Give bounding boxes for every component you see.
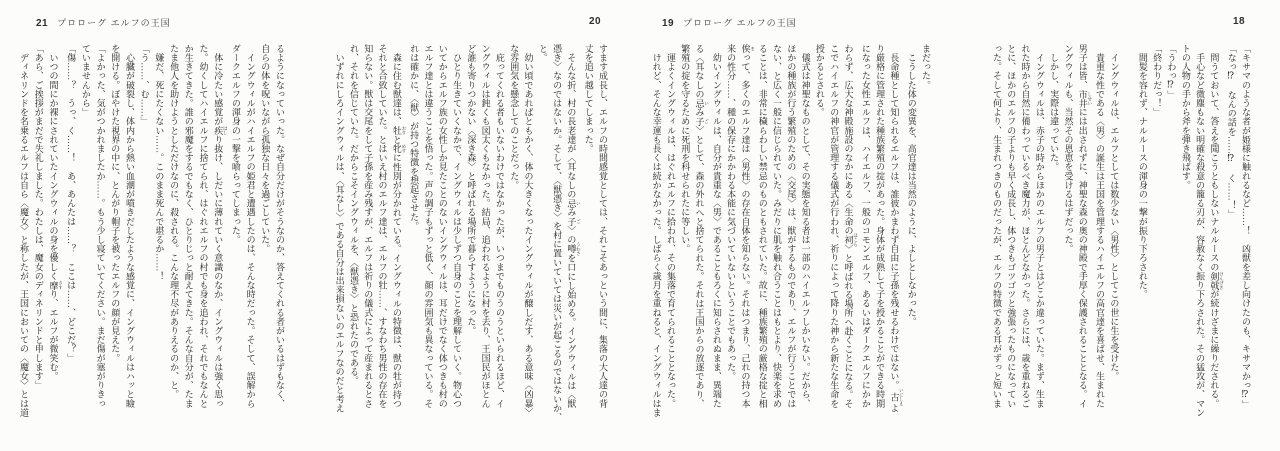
text-column: そんな折、村の長老達が〈耳なしの忌 いみ子 ご〉の噂 うわさを口にし始める。イングウィルは〈獣 [566, 44, 582, 409]
text-column: ることは、非常に穢らわしい禁忌のものともされていた。故に、種族繁殖の厳格な掟と相 [757, 44, 768, 408]
text-column: な雰囲気を懸念してのことだった。 [509, 44, 520, 190]
text-column: 知らない。獣は交尾をして子孫を産み残すが、エルフは祈りの儀式によって産まれるとさ [363, 44, 374, 408]
text-column: しかし、実際は違っていた。 [1049, 44, 1060, 172]
page-18-body [991, 44, 1253, 422]
text-column: 憑き〉なのではないか。そして、〈獣憑き〉を村に置いていては災いが起こるのではないか、と。 [537, 44, 563, 422]
text-column: 「傷……？ うっ、く……！ あ、あんたは……？ ここは……、どこだ？」 [66, 44, 77, 363]
text-column: 儀式は神聖なものとして、その実態を知る者は一部のハイエルフしかいない。だから、 [800, 44, 811, 408]
page-19-body [651, 44, 933, 422]
text-column: 繁殖の掟を守るために死刑を科せられたに等しい。 [680, 44, 691, 254]
text-column: 間髪を容れず、ナルルースの渾身の一撃が振り下ろされた。 [1137, 44, 1148, 299]
text-column: 手心など微塵もない明確な殺意の籠る刃が、容赦なく振り下ろされた。その猛攻が、マン [1195, 44, 1206, 418]
text-column: ひとり生きていくなかで、イングウィルは少しずつ自身のことを理解していく。物心つ [452, 44, 463, 408]
text-column: 運よくイングウィルは、はぐれエルフに拾われ、その集落で育てられることとなった。 [665, 44, 676, 408]
text-column: こでハイエルフの神官が管理する儀式が行われ、祈りによって降りた神から新たな生命を [829, 44, 840, 408]
page-number-18: 18 [1233, 16, 1246, 27]
text-column: 「終わりだっ！」 [1152, 44, 1163, 117]
text-column: とに、ほかのエルフの子よりも早く成長し、体つきもゴツゴツと強張ったものになってい [1006, 44, 1017, 408]
text-column: ていませんから」 [80, 44, 91, 117]
text-column: った。そして何より、生まれつきのものだったが、エルフの特徴である耳がずっと短いま [991, 44, 1002, 408]
page-header-18 [1233, 16, 1245, 27]
text-column: 長命種として知られるエルフは、誰彼かまわず自由に子孫を残せるわけではない。古 いにしえよ [889, 44, 905, 413]
page-header-19 [662, 16, 797, 29]
text-column: ダークエルフの渾身の一撃を喰らってしまった。 [230, 44, 241, 245]
text-column: それと合致していた。とはいえ村のエルフ達は、エルフの牡……、すなわち男性の存在を [377, 44, 388, 408]
text-column: 俟 まって、多くのエルフ達は〈男性〉の存在自体を知らない。それはつまり、己れの持つ本 [740, 44, 756, 409]
text-column: ほかの種族が行う繁殖のための〈交尾〉は、獣がするものであり、エルフが行うことでは [786, 44, 797, 408]
text-column: 自らの体を呪いながら孤独な日々を過ごしていた。 [260, 44, 271, 254]
text-column: 「あら、ご挨拶がまだで失礼しました。わたしは、魔女のディネリンドと申します」 [33, 44, 44, 390]
text-column: わらず、広大な神殿施設のなかにある〈生命の祠 ほこら〉と呼ばれる場所へ赴くことになる。そ [843, 44, 859, 409]
page-number-21: 21 [36, 18, 49, 29]
text-column: 心臓が破裂し、体内から熱い血潮が噴きだしたような感覚に、イングウィルはハッと瞼 [124, 44, 135, 408]
text-column: 幼いイングウィルは、自分が貴重な〈男〉であることもろくに知らされぬまま、異端た [711, 44, 722, 408]
text-column: ディネリンドを名乗るエルフは自ら〈魔女〉と称したが、王国においての〈魔女〉とは道 [19, 44, 30, 418]
text-column: 「う……、む……」 [139, 44, 150, 126]
text-column: 貴重な性である〈男〉の誕生は王国を管理するハイエルフの高官達を喜ばせ、生まれた [1095, 44, 1106, 408]
text-column: れ、それを信じていた。だからこそイングウィルを、〈獣憑き〉と恐れたのである。 [348, 44, 359, 386]
text-column: 「キサマのような者が姫様に触れるなど……！ 凶獣を差し向けたのも、キサマかっ⁉」 [1241, 44, 1251, 409]
text-column: 来の性分……、種の保存にかかわる本能に気づいていないということでもあった。 [726, 44, 737, 381]
chapter-title: プロローグ エルフの王国 [683, 18, 797, 28]
text-column: 「よかった、気がつかれましたか……。もう少し寝ていてください。まだ傷が塞がりきっ [95, 44, 106, 408]
text-column: 男子は皆、市井 しせいには出されずに、神聖な森の奥の神殿で手厚く保護されることとなる。イ [1077, 44, 1093, 409]
text-column: 問うておいて、答えを聞こうともしないナルルースの剣戟 けんげきが続けざまに繰りだされる。 [1209, 44, 1225, 409]
text-column: れは確かに、〈獣〉が持つ特徴を想起させた。 [409, 44, 420, 231]
text-column: たま他人を助けようとしただけなのに、殺される。こんな理不尽がありえるのか、と。 [169, 44, 180, 399]
text-column [1121, 44, 1135, 422]
text-column: こうした体の変異を、高官達は当然のように、よしとしなかった。 [906, 44, 917, 327]
text-column: いずれにしろイングウィルは、〈耳なし〉である自分は出来損ないのエルフなのだと考え [334, 44, 345, 413]
page-number-19: 19 [662, 18, 675, 29]
text-column: 「なっ⁉ なんの話を……⁉ く……！」 [1226, 44, 1237, 219]
text-column: いつの間にか裸にされていたイングウィルの身を優しく摩 さすり、エルフが微笑む。 [48, 44, 64, 381]
text-column: 幼い頃であればともかく、体の大きくなったイングウィルが醸しだす、ある意味〈凶暴〉 [523, 44, 534, 418]
page-20-body [334, 44, 610, 422]
text-column: る〈耳なしの忌 いみ子 ご〉として、森の外れへと捨てられた。それは王国からの放逐であり、 [694, 44, 710, 409]
text-column: になった女性エルフは、ハイエルフ、一般のコモンエルフ、あるいはダークエルフにかか [860, 44, 871, 408]
text-column: ングウィルは鈍くも図太くもなかった。結局、追われるように村を去り、王国民がほとん [480, 44, 491, 408]
text-column: り厳格に管理された種族繁殖の掟があった。身体が成熟して子を授かることができる時期 [875, 44, 886, 408]
text-column: すます成長し、エルフの時間感覚としては、それこそあっという間に、集落の大人達の背 [598, 44, 608, 408]
text-column: 体に冷たい感覚が疾 はしり抜け、しだいに薄れていく意識のなか、イングウィルは強く思っ [213, 44, 229, 409]
page-21-body [21, 44, 287, 422]
text-column: いてからエルフ族の女性しか見たことのないイングウィルは、耳だけでなく体つきも村の [437, 44, 448, 408]
text-column: た。幼くしてハイエルフに捨てられ、はぐれエルフの村でも身を追われ、それでもなんと [198, 44, 209, 408]
page-number-20: 20 [589, 16, 602, 27]
text-column: ない、と広く一般に信じられていた。みだりに肌を触れ合うことはもとより、快楽を求め [772, 44, 783, 408]
text-column: けれど、そんな幸運も長くは続かなかった。しばらく歳月を重ねると、イングウィルはま [651, 44, 662, 418]
text-column: エルフ達とは違うことを悟った。声の調子もずっと低く、顔の雰囲気も異なっている。そ [423, 44, 434, 408]
text-column: 丈を追い越してしまった。 [583, 44, 594, 154]
text-column: 森に住む獣達は、牡 おすと牝 めすに性別が分かれている。イングウィルの特徴は、獣の牡が持つ [391, 44, 407, 409]
text-column: 庇ってくれる者もいないわけではなかったが、いつまでものうのうといられるほど、イ [494, 44, 505, 408]
text-column: トの人物の手から斧を弾き飛ばす。 [1180, 44, 1191, 190]
text-column: 授かるとされる。 [814, 44, 825, 117]
text-column: 「うわっ⁉」 [1166, 44, 1177, 100]
text-column: れた時から自然に備わっているべき魔力が、ほとんどなかった。さらには、歳を重ねるご [1020, 44, 1031, 408]
page-header-21 [36, 16, 171, 29]
text-column: イングウィルがハイエルフの姫君と遭遇したのは、そんな時だった。そして、誤解から [245, 44, 256, 408]
chapter-title: プロローグ エルフの王国 [57, 18, 171, 28]
text-column: まだった。 [921, 44, 931, 90]
text-column: を開ける。ぼやけた視界の中に、とんがり帽子を被ったエルフの顔が見えた。 [110, 44, 121, 363]
page-header-20 [589, 16, 601, 27]
text-column: ングウィルも、当然その恩恵を受けるはずだった。 [1063, 44, 1074, 254]
text-column: るようになっていった。なぜ自分だけがそうなのか、答えてくれる者がいるはずもなく、 [275, 44, 285, 408]
text-column: イングウィルは、エルフとしては数少ない〈男性〉としてこの世に生を受けた。 [1109, 44, 1120, 381]
text-column: ど誰も寄りつかない〈深き森〉と呼ばれる場所で暮らすようになった。 [466, 44, 477, 336]
text-column: イングウィルは、赤子の時からほかのエルフの男子とはどこか違っていた。まず、生ま [1034, 44, 1045, 408]
text-column: か生きてきた。誰の邪魔をするでもなく、ひとりじっと耐えてきた。そんな自分が、たま [183, 44, 194, 408]
text-column: 嫌だ、死にたくない……。このまま死んで堪るか……！ [154, 44, 165, 281]
